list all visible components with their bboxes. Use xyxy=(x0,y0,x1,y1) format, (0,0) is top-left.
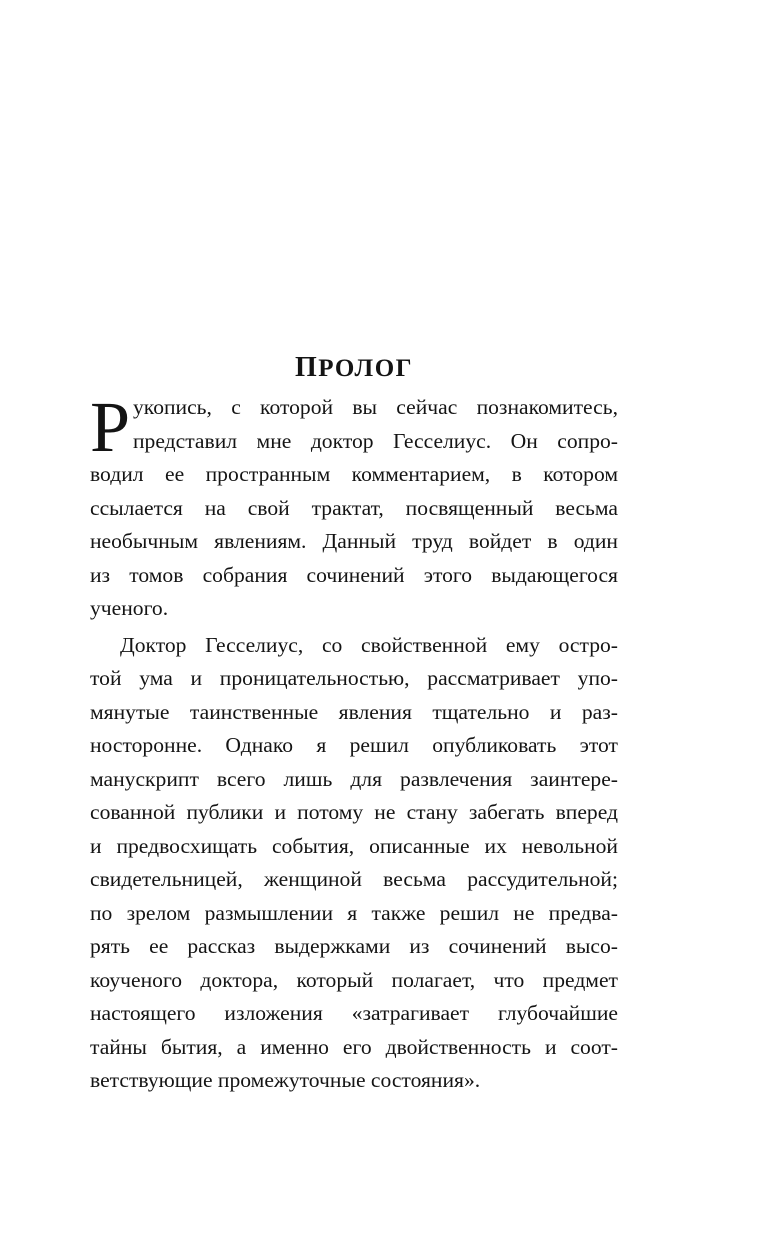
page-content xyxy=(90,345,618,1098)
text-line: сованной публики и потому не стану забегать вперед xyxy=(90,800,618,824)
chapter-title xyxy=(90,345,618,391)
text-line: представил мне доктор Гесселиус. Он сопро- xyxy=(133,428,618,453)
text-line: необычным явлениям. Данный труд войдет в один xyxy=(90,529,618,553)
paragraph-2 xyxy=(90,629,618,1098)
text-line: мянутые таинственные явления тщательно и раз- xyxy=(90,699,618,724)
text-line: из томов собрания сочинений этого выдающегося xyxy=(90,562,618,587)
text-line: той ума и проницательностью, рассматривает упо- xyxy=(90,666,618,690)
chapter-title-rest: РОЛОГ xyxy=(318,355,414,382)
text-line: манускрипт всего лишь для развлечения заинтере- xyxy=(90,766,618,791)
text-line: Доктор Гесселиус, со свойственной ему остро- xyxy=(120,632,618,657)
text-line: по зрелом размышлении я также решил не предва- xyxy=(90,900,618,925)
text-line: водил ее пространным комментарием, в котором xyxy=(90,462,618,486)
text-line: и предвосхищать события, описанные их невольной xyxy=(90,833,618,858)
text-line: ученого. xyxy=(90,596,169,620)
text-line: укопись, с которой вы сейчас познакомитесь, xyxy=(133,395,618,419)
text-line: носторонне. Однако я решил опубликовать этот xyxy=(90,733,618,757)
paragraph-1 xyxy=(90,387,618,626)
chapter-title-initial: П xyxy=(294,352,319,383)
text-line: коученого доктора, который полагает, что предмет xyxy=(90,967,618,992)
text-line: свидетельницей, женщиной весьма рассудительной; xyxy=(90,867,618,891)
text-line: тайны бытия, а именно его двойственность и соот- xyxy=(90,1034,618,1059)
text-line: рять ее рассказ выдержками из сочинений высо- xyxy=(90,934,618,958)
drop-cap-letter: Р xyxy=(90,387,131,467)
text-line: ссылается на свой трактат, посвященный весьма xyxy=(90,495,618,520)
text-line: настоящего изложения «затрагивает глубочайшие xyxy=(90,1001,618,1025)
text-line: ветствующие промежуточные состояния». xyxy=(90,1068,481,1092)
